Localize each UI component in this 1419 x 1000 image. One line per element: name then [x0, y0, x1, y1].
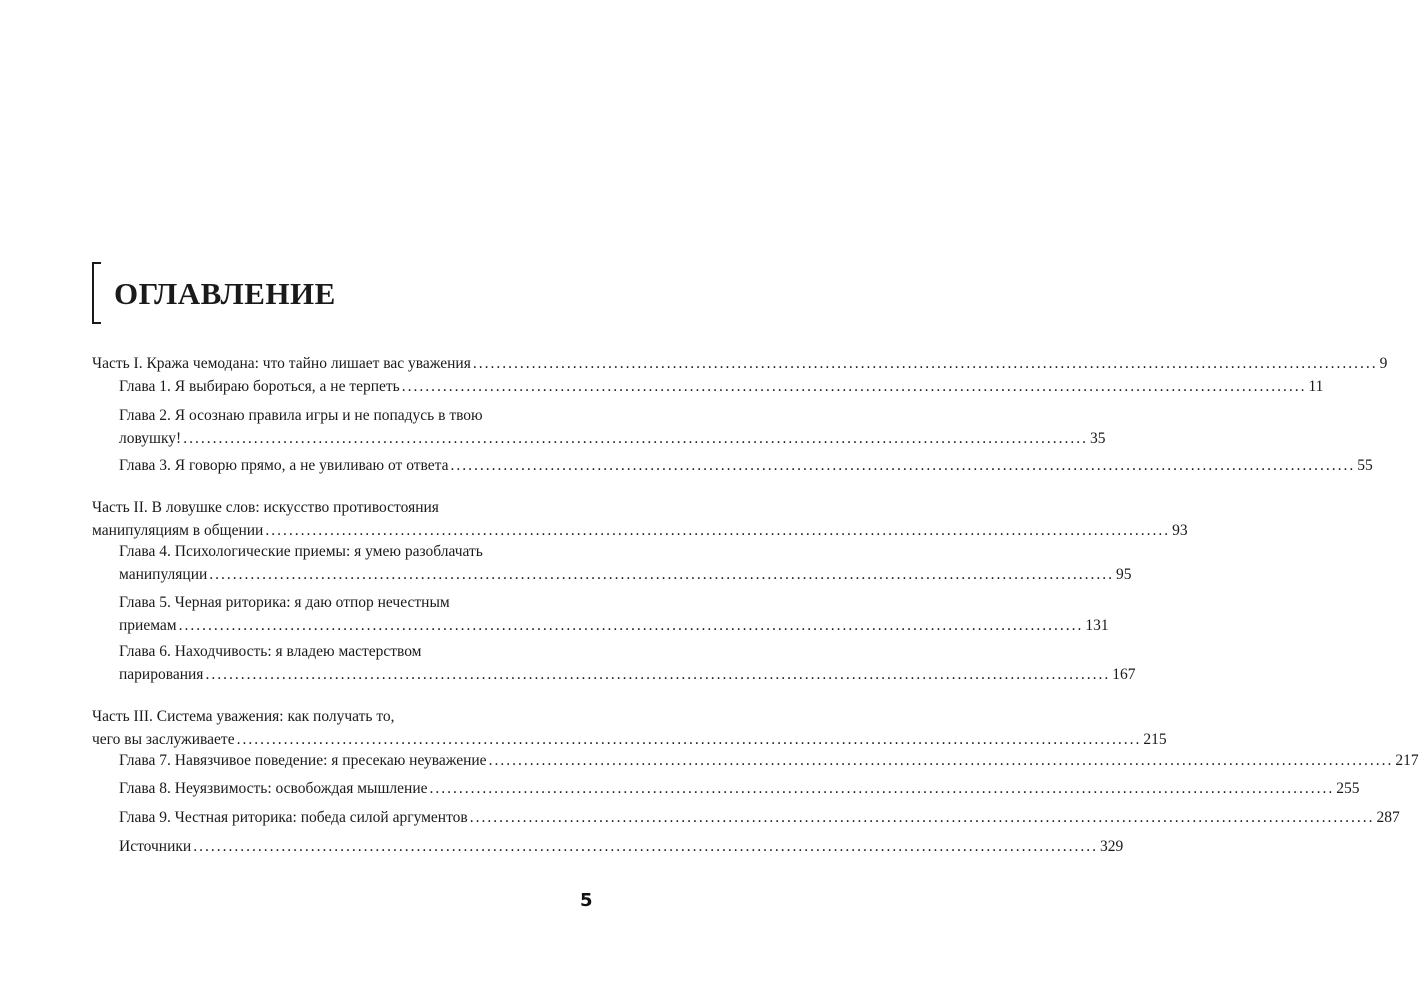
toc-page-number: 167	[1112, 666, 1136, 683]
toc-entry-title-line2: приемам	[119, 617, 177, 634]
toc-entry-title-line1: Глава 2. Я осознаю правила игры и не попадусь в твою	[119, 407, 483, 424]
toc-page-number: 95	[1116, 566, 1132, 583]
toc-page-number: 93	[1172, 522, 1188, 539]
page-number: 5	[580, 890, 593, 911]
toc-entry-chapter-9[interactable]	[119, 806, 1400, 829]
toc-entry-title-line2: манипуляциям в общении	[92, 522, 264, 539]
toc-page-number: 287	[1376, 809, 1400, 826]
dot-leader: ..........................................................................................................................................................	[205, 666, 1111, 683]
toc-entry-title-line2: манипуляции	[119, 566, 208, 583]
toc-entry-title-line1: Глава 5. Черная риторика: я даю отпор нечестным	[119, 594, 450, 611]
toc-page-number: 217	[1395, 752, 1419, 769]
toc-entry-chapter-1[interactable]	[119, 375, 1324, 398]
toc-entry-title-line1: Глава 6. Находчивость: я владею мастерством	[119, 643, 422, 660]
toc-page-number: 35	[1089, 430, 1106, 447]
toc-entry-part-1[interactable]	[92, 352, 1388, 375]
dot-leader: ..........................................................................................................................................................	[193, 838, 1098, 855]
toc-entry-title: Часть I. Кража чемодана: что тайно лишает вас уважения	[92, 355, 471, 372]
toc-page-number: 9	[1379, 355, 1388, 372]
toc-entry-sources[interactable]	[119, 835, 1124, 858]
toc-entry-title-line1: Часть III. Система уважения: как получать то,	[92, 708, 395, 725]
toc-entry-title: Глава 8. Неуязвимость: освобождая мышление	[119, 780, 428, 797]
toc-entry-chapter-8[interactable]	[119, 777, 1360, 800]
toc-entry-title: Источники	[119, 838, 192, 855]
toc-page-number: 131	[1085, 617, 1109, 634]
toc-page-number: 329	[1099, 838, 1124, 855]
toc-entry-title: Глава 7. Навязчивое поведение: я пресекаю неуважение	[119, 752, 487, 769]
toc-page-number: 215	[1143, 731, 1167, 748]
toc-entry-title-line2: чего вы заслуживаете	[92, 731, 235, 748]
bracket-mark	[92, 262, 101, 324]
toc-entry-chapter-2[interactable]	[119, 404, 1106, 450]
dot-leader: ..........................................................................................................................................................	[401, 378, 1307, 395]
page-title: ОГЛАВЛЕНИЕ	[114, 276, 336, 311]
dot-leader: ..........................................................................................................................................................	[488, 752, 1394, 769]
toc-entry-title-line1: Глава 4. Психологические приемы: я умею разоблачать	[119, 543, 483, 560]
toc-page-number: 55	[1357, 457, 1373, 474]
toc-entry-title: Глава 3. Я говорю прямо, а не увиливаю от ответа	[119, 457, 449, 474]
toc-entry-chapter-7[interactable]	[119, 749, 1419, 772]
dot-leader: ..........................................................................................................................................................	[472, 355, 1378, 372]
dot-leader: ..........................................................................................................................................................	[236, 731, 1142, 748]
dot-leader: ..........................................................................................................................................................	[209, 566, 1115, 583]
toc-entry-title: Глава 9. Честная риторика: победа силой аргументов	[119, 809, 468, 826]
toc-entry-title: Глава 1. Я выбираю бороться, а не терпеть	[119, 378, 400, 395]
toc-entry-chapter-3[interactable]	[119, 454, 1373, 477]
toc-entry-title-line2: парирования	[119, 666, 204, 683]
toc-page-number: 11	[1308, 378, 1324, 395]
toc-entry-title-line1: Часть II. В ловушке слов: искусство противостояния	[92, 499, 439, 516]
dot-leader: ..........................................................................................................................................................	[265, 522, 1171, 539]
toc-entry-chapter-6[interactable]	[119, 640, 1136, 686]
toc-page-number: 255	[1336, 780, 1360, 797]
toc-entry-chapter-5[interactable]	[119, 591, 1109, 637]
toc-entry-title-line2: ловушку!	[119, 430, 182, 447]
dot-leader: ..........................................................................................................................................................	[450, 457, 1356, 474]
toc-entry-chapter-4[interactable]	[119, 540, 1132, 586]
dot-leader: ..........................................................................................................................................................	[178, 617, 1084, 634]
dot-leader: ..........................................................................................................................................................	[469, 809, 1375, 826]
toc-entry-part-2[interactable]	[92, 496, 1188, 542]
dot-leader: ..........................................................................................................................................................	[183, 430, 1088, 447]
dot-leader: ..........................................................................................................................................................	[429, 780, 1335, 797]
toc-entry-part-3[interactable]	[92, 705, 1167, 751]
